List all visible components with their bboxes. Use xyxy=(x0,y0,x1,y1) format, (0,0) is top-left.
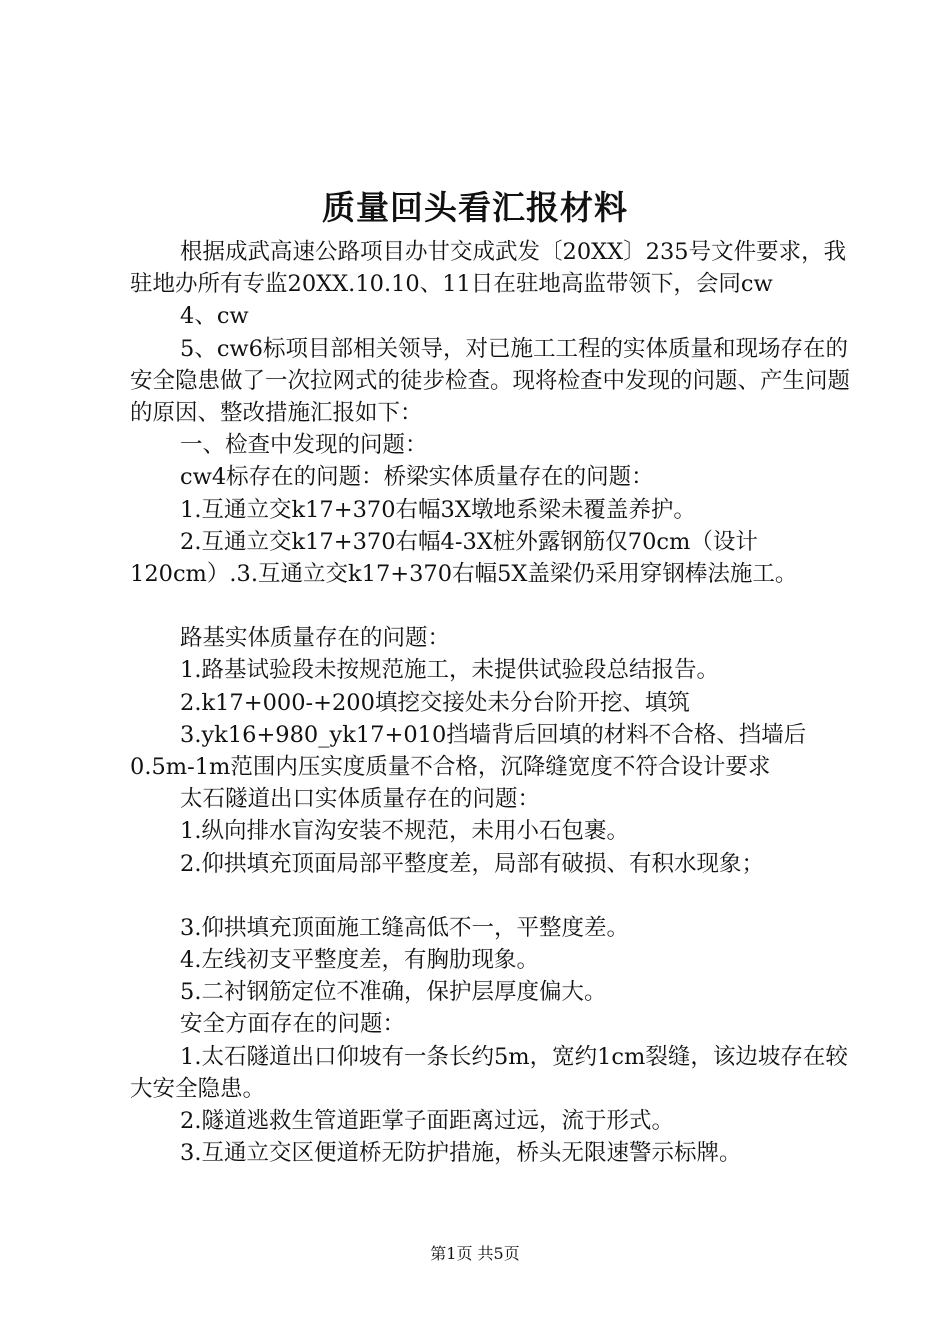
subheading-cw4-bridge: cw4标存在的问题：桥梁实体质量存在的问题： xyxy=(180,464,654,491)
subheading-safety: 安全方面存在的问题： xyxy=(180,1011,406,1038)
list-item: 1.太石隧道出口仰坡有一条长约5m，宽约1cm裂缝，该边坡存在较大安全隐患。 xyxy=(130,1043,848,1102)
paragraph-cw4: 4、cw xyxy=(180,303,249,330)
paragraph-gap xyxy=(130,590,850,622)
list-item: 3.yk16+980_yk17+010挡墙背后回填的材料不合格、挡墙后0.5m-1m范围内压实度质量不合格，沉降缝宽度不符合设计要求 xyxy=(130,721,807,781)
list-item: 2.互通立交k17+370右幅4-3X桩外露钢筋仅70cm（设计120cm）.3.互通立交k17+370右幅5X盖梁仍采用穿钢棒法施工。 xyxy=(130,528,798,588)
paragraph-cw5: 5、cw6标项目部相关领导，对已施工工程的实体质量和现场存在的安全隐患做了一次拉网式的徒步检查。现将检查中发现的问题、产生问题的原因、整改措施汇报如下： xyxy=(130,335,851,427)
document-title: 质量回头看汇报材料 xyxy=(322,188,628,227)
list-item: 5.二衬钢筋定位不准确，保护层厚度偏大。 xyxy=(180,979,607,1006)
list-item: 4.左线初支平整度差，有胸肋现象。 xyxy=(180,947,539,974)
list-item: 2.k17+000-+200填挖交接处未分台阶开挖、填筑 xyxy=(180,689,690,716)
section-heading-issues: 一、检查中发现的问题： xyxy=(180,432,428,459)
subheading-tunnel: 太石隧道出口实体质量存在的问题： xyxy=(180,786,541,813)
paragraph-gap xyxy=(130,880,850,912)
list-item: 2.仰拱填充顶面局部平整度差，局部有破损、有积水现象； xyxy=(180,850,764,877)
page-number-footer: 第1页 共5页 xyxy=(430,1244,520,1263)
list-item: 1.纵向排水盲沟安装不规范，未用小石包裹。 xyxy=(180,818,629,845)
document-body xyxy=(130,236,850,1169)
list-item: 3.互通立交区便道桥无防护措施，桥头无限速警示标牌。 xyxy=(180,1140,742,1167)
list-item: 3.仰拱填充顶面施工缝高低不一，平整度差。 xyxy=(180,914,629,941)
list-item: 1.路基试验段未按规范施工，未提供试验段总结报告。 xyxy=(180,657,719,684)
subheading-roadbed: 路基实体质量存在的问题： xyxy=(180,625,451,652)
paragraph-intro: 根据成武高速公路项目办甘交成武发〔20XX〕235号文件要求，我驻地办所有专监20XX.10.10、11日在驻地高监带领下，会同cw xyxy=(130,239,847,298)
list-item: 1.互通立交k17+370右幅3X墩地系梁未覆盖养护。 xyxy=(180,496,696,523)
list-item: 2.隧道逃救生管道距掌子面距离过远，流于形式。 xyxy=(180,1108,674,1135)
